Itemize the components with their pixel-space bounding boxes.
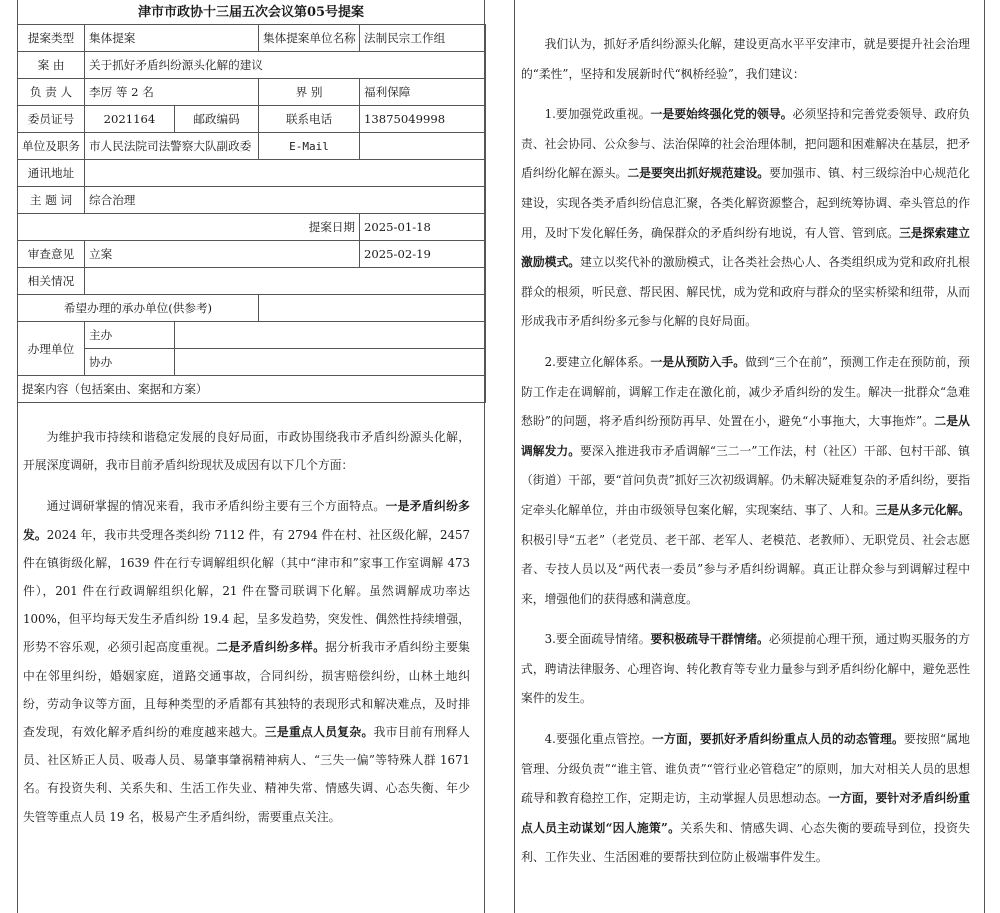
left-paragraph-1: 为维护我市持续和谐稳定发展的良好局面，市政协围绕我市矛盾纠纷源头化解，开展深度调研，我市目前矛盾纠纷现状及成因有以下几个方面： bbox=[23, 430, 470, 473]
table-row bbox=[18, 322, 486, 349]
postcode-label: 邮政编码 bbox=[175, 106, 259, 133]
right-paragraph-5: 4.要强化重点管控。一方面，要抓好矛盾纠纷重点人员的动态管理。要按照“属地管理、分级负责”“谁主管、谁负责”“管行业必管稳定”的原则，加大对相关人员的思想疏导和教育稳控工作，定期走访，主动掌握人员思想动态。一方面，要针对矛盾纠纷重点人员主动谋划“因人施策”。关系失和、情感失调、心态失衡的要疏导到位，投资失利、工作失业、生活困难的要帮扶到位防止极端事件发生。 bbox=[521, 732, 970, 865]
unit-label: 单位及职务 bbox=[18, 133, 85, 160]
assist-label: 协办 bbox=[85, 349, 175, 376]
proposal-info-table bbox=[17, 24, 486, 403]
table-row bbox=[18, 106, 486, 133]
type-value: 集体提案 bbox=[85, 25, 259, 52]
unit-value: 市人民法院司法警察大队副政委 bbox=[85, 133, 259, 160]
date-value: 2025-01-18 bbox=[360, 214, 486, 241]
right-paragraph-1: 我们认为，抓好矛盾纠纷源头化解，建设更高水平平安津市，就是要提升社会治理的“柔性”，坚持和发展新时代“枫桥经验”，我们建议： bbox=[521, 37, 970, 81]
date-label: 提案日期 bbox=[18, 214, 360, 241]
owner-label: 负 责 人 bbox=[18, 79, 85, 106]
email-value bbox=[360, 133, 486, 160]
right-paragraph-4: 3.要全面疏导情绪。要积极疏导干群情绪。必须提前心理干预，通过购买服务的方式，聘请法律服务、心理咨询、转化教育等专业力量参与到矛盾纠纷化解中，避免恶性案件的发生。 bbox=[521, 632, 970, 706]
email-label: E-Mail bbox=[259, 133, 360, 160]
related-label: 相关情况 bbox=[18, 268, 85, 295]
table-row bbox=[18, 160, 486, 187]
group-value: 法制民宗工作组 bbox=[360, 25, 486, 52]
member-id-value: 2021164 bbox=[85, 106, 175, 133]
hope-value bbox=[259, 295, 486, 322]
review-value: 立案 bbox=[85, 241, 360, 268]
owner-value: 李厉 等 2 名 bbox=[85, 79, 259, 106]
keywords-value: 综合治理 bbox=[85, 187, 486, 214]
proposal-body-left bbox=[18, 423, 484, 831]
related-value bbox=[85, 268, 486, 295]
phone-label: 联系电话 bbox=[259, 106, 360, 133]
sector-value: 福利保障 bbox=[360, 79, 486, 106]
keywords-label: 主 题 词 bbox=[18, 187, 85, 214]
main-label: 主办 bbox=[85, 322, 175, 349]
subject-label: 案 由 bbox=[18, 52, 85, 79]
hope-label: 希望办理的承办单位(供参考) bbox=[18, 295, 259, 322]
right-paragraph-3: 2.要建立化解体系。一是从预防入手。做到“三个在前”，预测工作走在预防前，预防工作走在调解前，调解工作走在激化前，减少矛盾纠纷的发生。解决一批群众“急难愁盼”的问题，将矛盾纠纷预防再早、处置在小，避免“小事拖大，大事拖炸”。二是从调解发力。要深入推进我市矛盾调解“三二一”工作法，村（社区）干部、包村干部、镇（街道）干部，要“首问负责”抓好三次初级调解。仍未解决疑难复杂的矛盾纠纷，要指定牵头化解单位，并由市级领导包案化解，实现案结、事了、人和。三是从多元化解。积极引导“五老”（老党员、老干部、老军人、老模范、老教师）、无职党员、社会志愿者、专技人员以及“两代表一委员”参与矛盾纠纷调解。真正让群众参与到调解过程中来，增强他们的获得感和满意度。 bbox=[521, 354, 970, 606]
handler-label: 办理单位 bbox=[18, 322, 85, 376]
table-row bbox=[18, 187, 486, 214]
table-row bbox=[18, 79, 486, 106]
main-value bbox=[175, 322, 486, 349]
type-label: 提案类型 bbox=[18, 25, 85, 52]
left-paragraph-2: 通过调研掌握的情况来看，我市矛盾纠纷主要有三个方面特点。一是矛盾纠纷多发。2024 年，我市共受理各类纠纷 7112 件，有 2794 件在村、社区级化解，2457 件在镇街级化解，1639 件在行专调解组织化解（其中“津市和”家事工作室调解 473 件），201 件在行政调解组织化解，21 件在警司联调下化解。虽然调解成功率达100%，但平均每天发生矛盾纠纷 19.4 起，呈多发趋势，突发性、偶然性持续增强，形势不容乐观，必须引起高度重视。二是矛盾纠纷多样。据分析我市矛盾纠纷主要集中在邻里纠纷，婚姻家庭，道路交通事故，合同纠纷，损害赔偿纠纷，山林土地纠纷，劳动争议等方面，且每种类型的矛盾都有其独特的表现形式和解决难点，及时排查发现，有效化解矛盾纠纷的难度越来越大。三是重点人员复杂。我市目前有刑释人员、社区矫正人员、吸毒人员、易肇事肇祸精神病人、“三失一偏”等特殊人群 1671 名。有投资失利、关系失和、生活工作失业、精神失常、情感失调、心态失衡、年少失管等重点人员 19 名，极易产生矛盾纠纷，需要重点关注。 bbox=[23, 499, 470, 824]
member-id-label: 委员证号 bbox=[18, 106, 85, 133]
table-row bbox=[18, 268, 486, 295]
table-row bbox=[18, 25, 486, 52]
phone-value: 13875049998 bbox=[360, 106, 486, 133]
group-label: 集体提案单位名称 bbox=[259, 25, 360, 52]
proposal-body-page bbox=[514, 0, 985, 913]
address-value bbox=[85, 160, 486, 187]
sector-label: 界 别 bbox=[259, 79, 360, 106]
proposal-title: 津市市政协十三届五次会议第05号提案 bbox=[137, 5, 365, 20]
table-row bbox=[18, 376, 486, 403]
table-row bbox=[18, 349, 486, 376]
content-label: 提案内容（包括案由、案据和方案） bbox=[18, 376, 486, 403]
subject-value: 关于抓好矛盾纠纷源头化解的建议 bbox=[85, 52, 486, 79]
table-row bbox=[18, 52, 486, 79]
assist-value bbox=[175, 349, 486, 376]
review-label: 审查意见 bbox=[18, 241, 85, 268]
table-row bbox=[18, 133, 486, 160]
table-row bbox=[18, 295, 486, 322]
right-paragraph-2: 1.要加强党政重视。一是要始终强化党的领导。必须坚持和完善党委领导、政府负责、社会协同、公众参与、法治保障的社会治理体制，把问题和困难解决在基层，把矛盾纠纷化解在源头。二是要突出抓好规范建设。要加强市、镇、村三级综治中心规范化建设，实现各类矛盾纠纷信息汇聚，各类化解资源整合，起到统筹协调、牵头管总的作用，及时下发化解任务，确保群众的矛盾纠纷有地说，有人管、管到底。三是探索建立激励模式。建立以奖代补的激励模式，让各类社会热心人、各类组织成为党和政府扎根群众的根须，听民意、帮民困、解民忧，成为党和政府与群众的坚实桥梁和纽带，从而形成我市矛盾纠纷多元参与化解的良好局面。 bbox=[521, 107, 970, 329]
proposal-body-right bbox=[515, 30, 984, 884]
proposal-form-page bbox=[17, 0, 485, 913]
review-date: 2025-02-19 bbox=[360, 241, 486, 268]
table-row bbox=[18, 241, 486, 268]
address-label: 通讯地址 bbox=[18, 160, 85, 187]
table-row bbox=[18, 214, 486, 241]
